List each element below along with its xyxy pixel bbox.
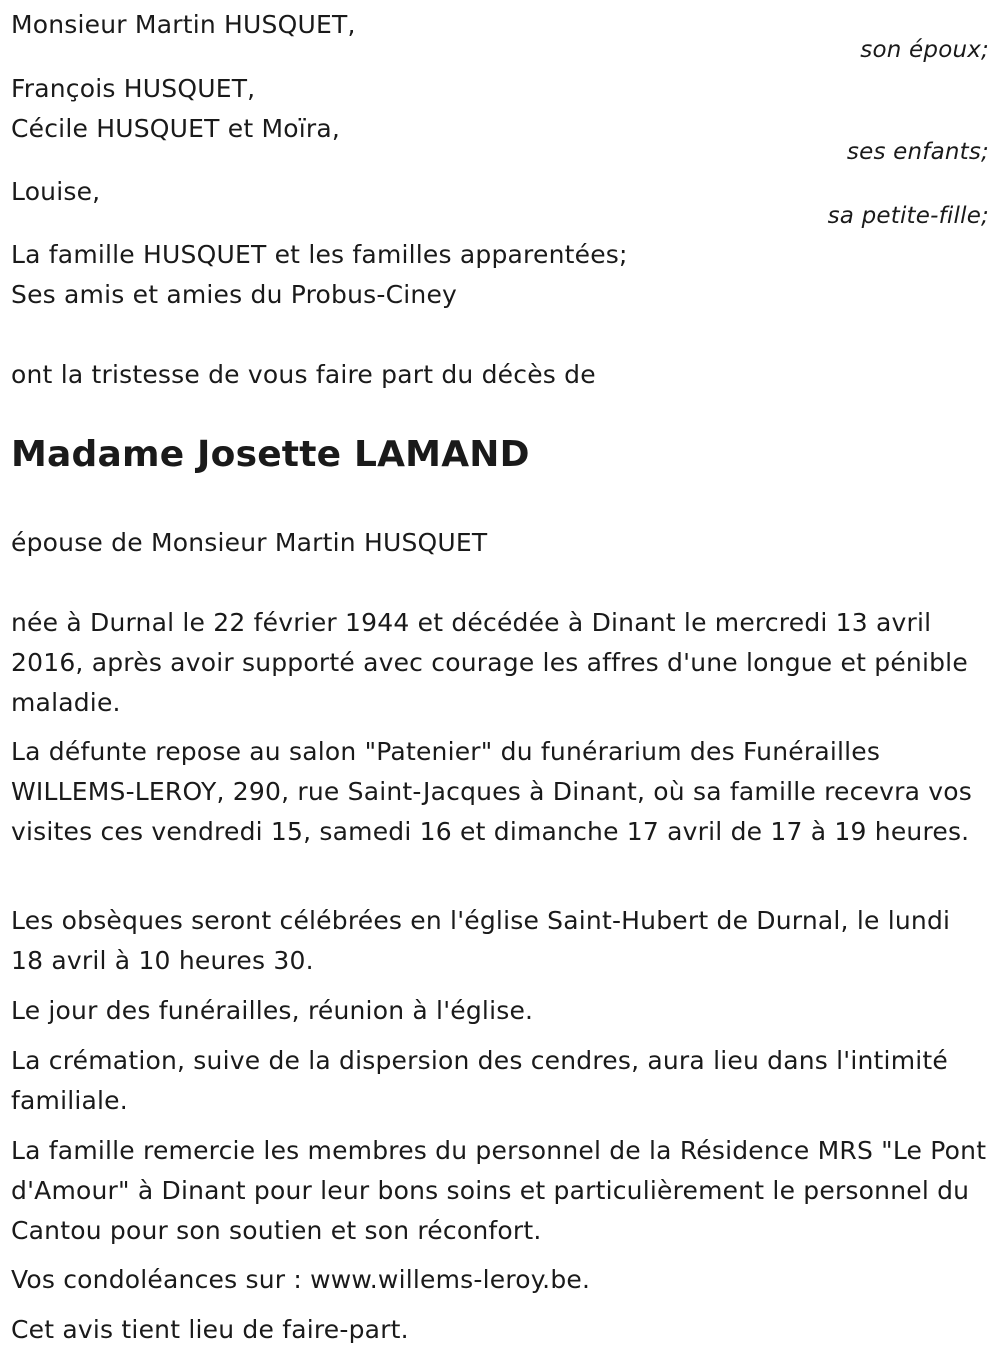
relatives-line: La famille HUSQUET et les familles apparentées;: [11, 240, 628, 269]
cremation-paragraph: La crémation, suive de la dispersion des cendres, aura lieu dans l'intimité familiale.: [11, 1046, 948, 1115]
deceased-name: Madame Josette LAMAND: [11, 434, 530, 475]
friends-line: Ses amis et amies du Probus-Ciney: [11, 280, 458, 309]
birth-death-paragraph: née à Durnal le 22 février 1944 et décédée à Dinant le mercredi 13 avril 2016, après avoir supporté avec courage les affres d'une longue et pénible maladie.: [11, 608, 968, 717]
closing-line: Cet avis tient lieu de faire-part.: [11, 1315, 409, 1344]
gathering-paragraph: Le jour des funérailles, réunion à l'église.: [11, 996, 534, 1025]
child-name: Cécile HUSQUET et Moïra,: [11, 114, 341, 143]
condolences-line: Vos condoléances sur : www.willems-leroy.be.: [11, 1265, 591, 1294]
spouse-of-line: épouse de Monsieur Martin HUSQUET: [11, 528, 488, 557]
thanks-paragraph: La famille remercie les membres du personnel de la Résidence MRS "Le Pont d'Amour" à Dinant pour leur bons soins et particulièrement le personnel du Cantou pour son soutien et son réconfort.: [11, 1136, 987, 1245]
grandchild-name: Louise,: [11, 177, 101, 206]
visitation-paragraph: La défunte repose au salon "Patenier" du funérarium des Funérailles WILLEMS-LEROY, 290, rue Saint-Jacques à Dinant, où sa famille recevra vos visites ces vendredi 15, samedi 16 et dimanche 17 avril de 17 à 19 heures.: [11, 737, 973, 846]
spouse-name: Monsieur Martin HUSQUET,: [11, 10, 356, 39]
spouse-role: son époux;: [860, 37, 989, 63]
funeral-paragraph: Les obsèques seront célébrées en l'église Saint-Hubert de Durnal, le lundi 18 avril à 10 heures 30.: [11, 906, 951, 975]
announcement-text: ont la tristesse de vous faire part du décès de: [11, 360, 596, 389]
children-role: ses enfants;: [846, 139, 989, 165]
grandchild-role: sa petite-fille;: [827, 203, 989, 229]
child-name: François HUSQUET,: [11, 74, 256, 103]
